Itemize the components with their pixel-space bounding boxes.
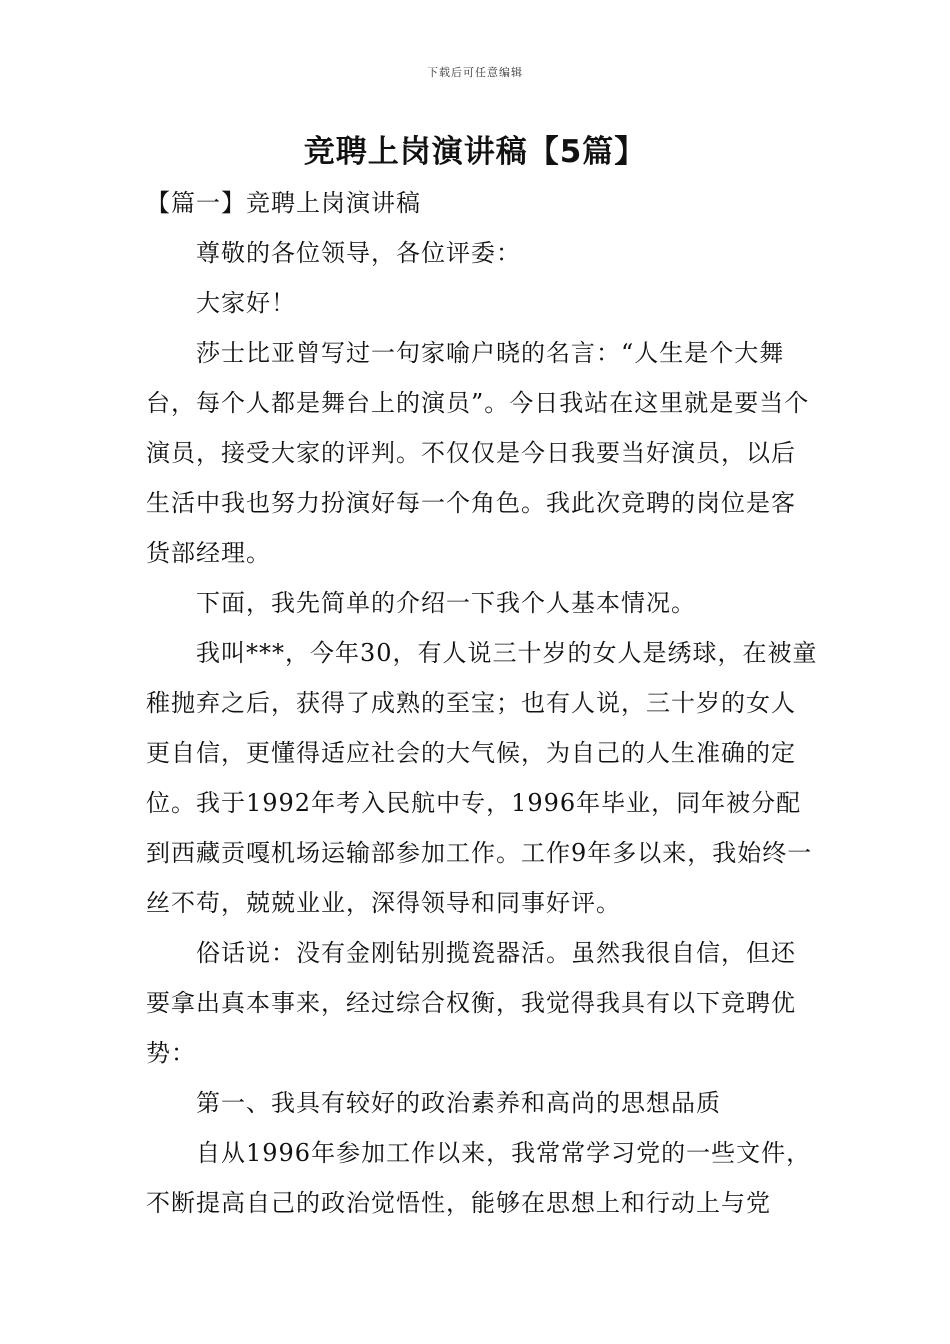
header-note: 下载后可任意编辑 bbox=[427, 66, 523, 79]
paragraph-proverb: 俗话说：没有金刚钻别揽瓷器活。虽然我很自信，但还要拿出真本事来，经过综合权衡，我觉得我具有以下竞聘优势： bbox=[146, 939, 796, 1067]
paragraph-intro-transition: 下面，我先简单的介绍一下我个人基本情况。 bbox=[196, 589, 696, 617]
section-heading: 【篇一】竞聘上岗演讲稿 bbox=[146, 189, 421, 217]
paragraph-advantage-one-heading: 第一、我具有较好的政治素养和高尚的思想品质 bbox=[196, 1089, 721, 1117]
paragraph-personal-background: 我叫***，今年30，有人说三十岁的女人是绣球，在被童稚抛弃之后，获得了成熟的至宝；也有人说，三十岁的女人更自信，更懂得适应社会的大气候，为自己的人生准确的定位。我于1992年考入民航中专，1996年毕业，同年被分配到西藏贡嘎机场运输部参加工作。工作9年多以来，我始终一丝不苟，兢兢业业，深得领导和同事好评。 bbox=[146, 639, 818, 917]
paragraph-shakespeare-quote: 莎士比亚曾写过一句家喻户晓的名言：“人生是个大舞台，每个人都是舞台上的演员”。今日我站在这里就是要当个演员，接受大家的评判。不仅仅是今日我要当好演员，以后生活中我也努力扮演好每一个角色。我此次竞聘的岗位是客货部经理。 bbox=[146, 339, 810, 567]
paragraph-advantage-one-body: 自从1996年参加工作以来，我常常学习党的一些文件，不断提高自己的政治觉悟性，能够在思想上和行动上与党 bbox=[146, 1139, 812, 1217]
paragraph-salutation: 尊敬的各位领导，各位评委： bbox=[196, 239, 521, 267]
document-title: 竞聘上岗演讲稿【5篇】 bbox=[303, 134, 647, 170]
paragraph-greeting: 大家好！ bbox=[196, 289, 296, 317]
document-body bbox=[146, 178, 818, 1228]
